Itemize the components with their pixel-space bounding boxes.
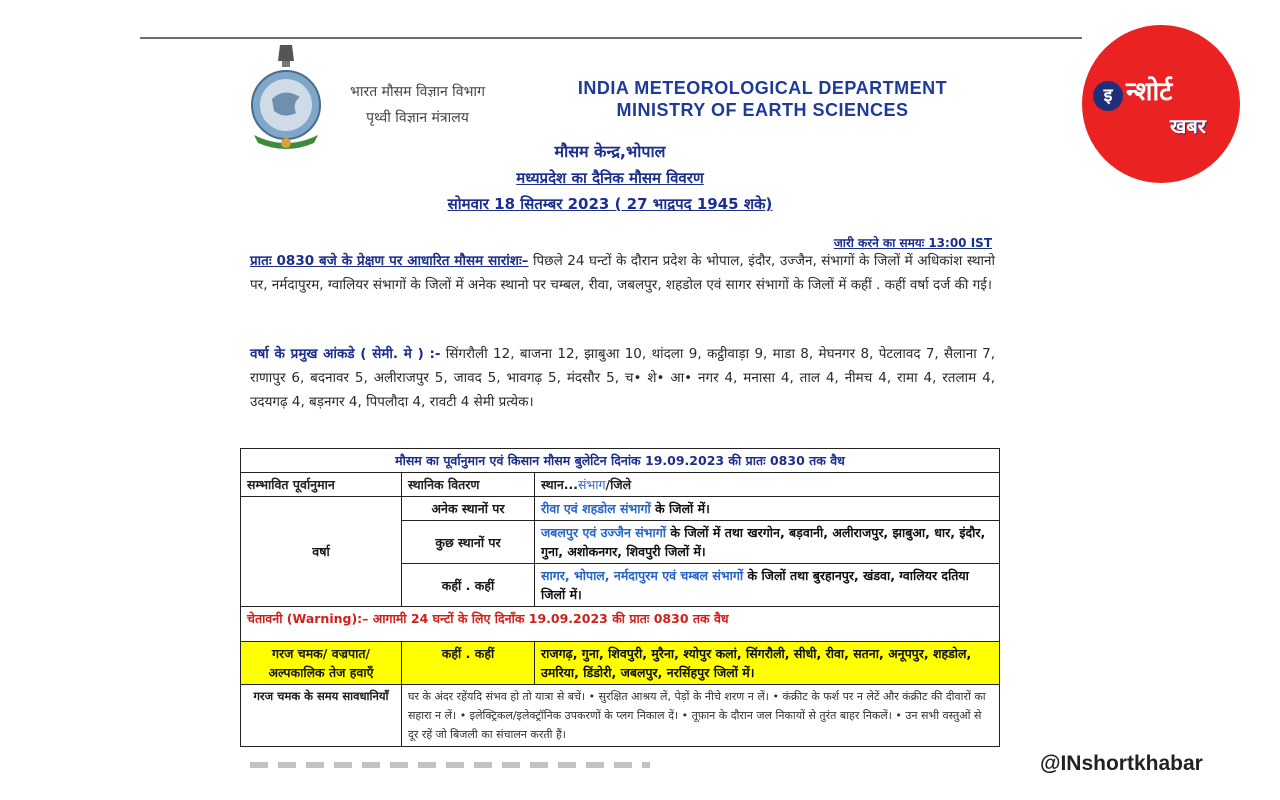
social-handle: @INshortkhabar: [1040, 752, 1203, 775]
rainfall-lead: वर्षा के प्रमुख आंकडे ( सेमी. मे ) :-: [250, 346, 441, 362]
hindi-org-line1: भारत मौसम विज्ञान विभाग: [350, 84, 485, 100]
precaution-row: [241, 685, 1000, 747]
places-rest: के जिलों तथा बुरहानपुर, खंडवा, ग्वालियर दतिया जिलों में।: [541, 568, 969, 602]
thunder-places: राजगढ़, गुना, शिवपुरी, मुरैना, श्योपुर कलां, सिंगरौली, सीधी, रीवा, सतना, अनूपपुर, शहडोल, उमरिया, डिंडोरी, जबलपुर, नरसिंहपुर जिलों में।: [535, 642, 1000, 685]
precaution-text: घर के अंदर रहेंयदि संभव हो तो यात्रा से बचें। • सुरक्षित आश्रय लें, पेड़ों के नीचे शरण न लें। • कंक्रीट के फर्श पर न लेटें और कंक्रीट की दीवारों का सहारा न लें। • इलेक्ट्रिकल/इलेक्ट्रॉनिक उपकरणों के प्लग निकाल दें। • तूफ़ान के दौरान जल निकायों से तुरंत बाहर निकलें। • उन सभी वस्तुओं से दूर रहें जो बिजली का संचालन करती हैं।: [402, 685, 1000, 747]
hindi-org-line2: पृथ्वी विज्ञान मंत्रालय: [366, 110, 469, 126]
english-org-line2: MINISTRY OF EARTH SCIENCES: [616, 100, 909, 120]
table-title: मौसम का पूर्वानुमान एवं किसान मौसम बुलेटिन दिनांक 19.09.2023 की प्रातः 0830 तक वैध: [241, 449, 1000, 473]
col-header-forecast: सम्भावित पूर्वानुमान: [241, 473, 402, 497]
places-cell: [535, 564, 1000, 607]
forecast-table: [240, 448, 1000, 747]
logo-text-line1: न्शोर्ट: [1126, 77, 1173, 107]
report-title: मध्यप्रदेश का दैनिक मौसम विवरण: [516, 169, 704, 187]
cut-off-text: [250, 762, 650, 768]
places-rest: के जिलों में।: [650, 501, 710, 516]
english-org-name: [540, 77, 985, 121]
places-rest: के जिलों में तथा खरगोन, बड़वानी, अलीराजपुर, झाबुआ, धार, इंदौर, गुना, अशोकनगर, शिवपुरी जिलों में।: [541, 525, 986, 559]
places-division: सागर, भोपाल, नर्मदापुरम एवं चम्बल संभागों: [541, 568, 744, 583]
precaution-label: गरज चमक के समय सावधानियाँ: [241, 685, 402, 747]
distribution-cell: अनेक स्थानों पर: [402, 497, 535, 521]
places-cell: [535, 497, 1000, 521]
col-header-places: [535, 473, 1000, 497]
logo-text-line2: खबर: [1170, 114, 1206, 138]
rainfall-text: सिंगरौली 12, बाजना 12, झाबुआ 10, थांदला 9, कट्ठीवाड़ा 9, माडा 8, मेघनगर 8, पेटलावद 7, सैलाना 7, राणापुर 6, बदनावर 5, अलीराजपुर 5, जावद 5, भावगढ़ 5, मंदसौर 5, च• शे• आ• नगर 4, मनासा 4, ताल 4, नीमच 4, रामा 4, रतलाम 4, उदयगढ़ 4, बड़नगर 4, पिपलौदा 4, रावटी 4 सेमी प्रत्येक।: [250, 346, 995, 410]
thunder-label: गरज चमक/ वज्रपात/ अल्पकालिक तेज हवाएँ: [241, 642, 402, 685]
hindi-org-name: [330, 79, 505, 131]
summary-lead: प्रातः 0830 बजे के प्रेक्षण पर आधारित मौसम सारांशः–: [250, 253, 529, 269]
thunder-row: [241, 642, 1000, 685]
col-header-places-c: /जिले: [605, 477, 632, 492]
places-division: जबलपुर एवं उज्जैन संभागों: [541, 525, 666, 540]
rain-label: वर्षा: [241, 497, 402, 607]
report-date: सोमवार 18 सितम्बर 2023 ( 27 भाद्रपद 1945 शके): [447, 195, 773, 213]
table-row: [241, 497, 1000, 521]
center-name: मौसम केन्द्र,भोपाल: [554, 142, 666, 161]
distribution-cell: कहीं . कहीं: [402, 564, 535, 607]
issue-time: जारी करने का समयः 13:00 IST: [833, 236, 992, 250]
col-header-places-b: संभाग: [578, 477, 606, 492]
warning-row: चेतावनी (Warning):– आगामी 24 घन्टों के लिए दिनाँक 19.09.2023 की प्रातः 0830 तक वैध: [241, 607, 1000, 642]
inshortkhabar-logo: [1082, 25, 1240, 183]
weather-summary: [250, 249, 995, 297]
places-division: रीवा एवं शहडोल संभागों: [541, 501, 651, 516]
imd-document: [140, 37, 1082, 769]
summary-text: पिछले 24 घन्टों के दौरान प्रदेश के भोपाल, इंदौर, उज्जैन, संभागों के जिलों में अधिकांश स्थानो पर, नर्मदापुरम, ग्वालियर संभागों के जिलों में अनेक स्थानो पर चम्बल, रीवा, जबलपुर, शहडोल एवं सागर संभागों के जिलों में कहीं . कहीं वर्षा दर्ज की गई।: [250, 253, 995, 293]
english-org-line1: INDIA METEOROLOGICAL DEPARTMENT: [577, 78, 948, 98]
logo-i-badge: इ: [1093, 81, 1123, 111]
thunder-distribution: कहीं . कहीं: [402, 642, 535, 685]
col-header-places-a: स्थान...: [541, 477, 579, 492]
col-header-distribution: स्थानिक वितरण: [402, 473, 535, 497]
ashoka-emblem-icon: [244, 43, 328, 153]
distribution-cell: कुछ स्थानों पर: [402, 521, 535, 564]
report-heading: [390, 139, 830, 217]
rainfall-data: [250, 342, 995, 414]
places-cell: [535, 521, 1000, 564]
